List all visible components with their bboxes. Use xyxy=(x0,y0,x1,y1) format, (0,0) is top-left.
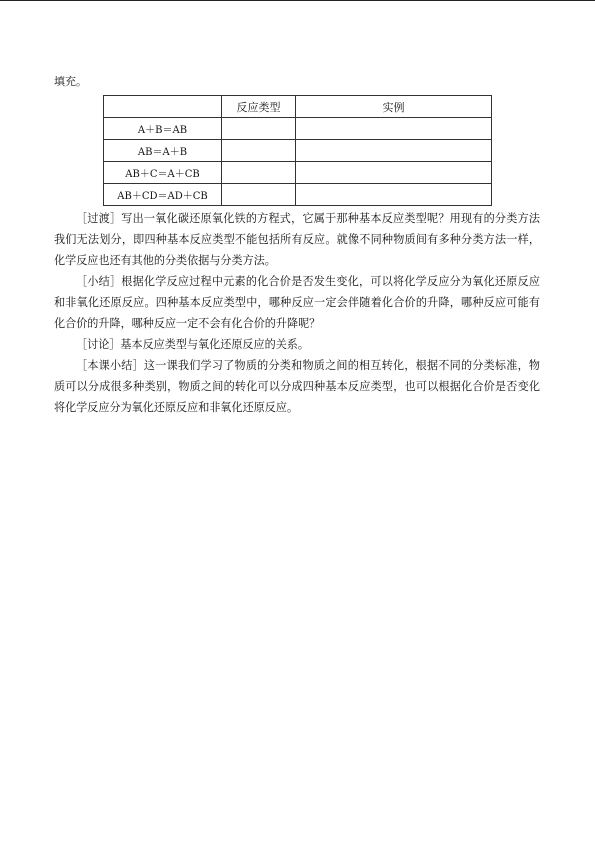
table-header-cell: 实例 xyxy=(296,96,492,118)
page-top-rule xyxy=(0,0,595,1)
example-cell xyxy=(296,118,492,140)
table-header-cell: 反应类型 xyxy=(222,96,296,118)
intro-text: 填充。 xyxy=(54,75,87,88)
lesson-summary-paragraph: ［本课小结］这一课我们学习了物质的分类和物质之间的相互转化，根据不同的分类标准，物质可以分成很多种类别，物质之间的转化可以分成四种基本反应类型，也可以根据化合价是否变化将化学反应分为氧化还原反应和非氧化还原反应。 xyxy=(54,359,540,414)
table-row xyxy=(104,184,492,206)
equation-cell: A＋B＝AB xyxy=(104,118,222,140)
table-row xyxy=(104,118,492,140)
reaction-type-table xyxy=(103,95,492,206)
discussion-paragraph: ［讨论］基本反应类型与氧化还原反应的关系。 xyxy=(76,338,309,351)
example-cell xyxy=(296,184,492,206)
table-header-cell xyxy=(104,96,222,118)
equation-cell: AB＋CD＝AD＋CB xyxy=(104,184,222,206)
reaction-type-cell xyxy=(222,162,296,184)
example-cell xyxy=(296,140,492,162)
table-header-row xyxy=(104,96,492,118)
table-row xyxy=(104,162,492,184)
table-row xyxy=(104,140,492,162)
transition-paragraph: ［过渡］写出一氧化碳还原氧化铁的方程式，它属于那种基本反应类型呢？用现有的分类方法我们无法划分，即四种基本反应类型不能包括所有反应。就像不同种物质间有多种分类方法一样，化学反应也还有其他的分类依据与分类方法。 xyxy=(54,212,540,267)
reaction-type-cell xyxy=(222,118,296,140)
example-cell xyxy=(296,162,492,184)
reaction-type-cell xyxy=(222,184,296,206)
equation-cell: AB＋C＝A＋CB xyxy=(104,162,222,184)
reaction-type-cell xyxy=(222,140,296,162)
equation-cell: AB＝A＋B xyxy=(104,140,222,162)
summary-paragraph: ［小结］根据化学反应过程中元素的化合价是否发生变化，可以将化学反应分为氧化还原反应和非氧化还原反应。四种基本反应类型中，哪种反应一定会伴随着化合价的升降，哪种反应可能有化合价的升降，哪种反应一定不会有化合价的升降呢？ xyxy=(54,275,540,330)
lesson-body xyxy=(54,208,540,418)
